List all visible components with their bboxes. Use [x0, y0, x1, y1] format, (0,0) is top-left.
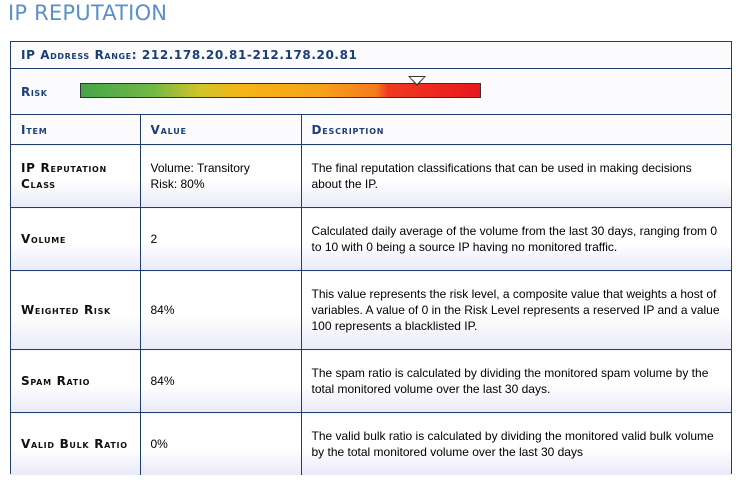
ip-address-range-label: IP Address Range:: [21, 48, 138, 62]
row-value: [140, 145, 301, 208]
header-description: Description: [301, 115, 731, 145]
row-value-line: 84%: [150, 374, 175, 388]
reputation-table: [11, 115, 731, 475]
row-value-line: Risk: 80%: [150, 177, 205, 191]
risk-marker-inner: [410, 77, 424, 84]
page-title: IP REPUTATION: [8, 1, 168, 25]
row-value: [140, 413, 301, 475]
row-description: The spam ratio is calculated by dividing the monitored spam volume by the total monitored volume over the last 30 days.: [301, 350, 731, 413]
row-item-label: Valid Bulk Ratio: [11, 413, 140, 475]
row-value-line: 0%: [150, 436, 168, 451]
risk-marker-icon: [408, 76, 426, 86]
row-item-label: Weighted Risk: [11, 271, 140, 350]
row-item-label: Volume: [11, 208, 140, 271]
row-value-line: Volume: Transitory: [150, 161, 250, 175]
row-value-line: 84%: [150, 303, 175, 317]
row-value-line: 2: [150, 232, 158, 246]
row-item-label: IP Reputation Class: [11, 145, 140, 208]
table-row: [11, 271, 731, 350]
table-row: [11, 350, 731, 413]
header-value: Value: [140, 115, 301, 145]
row-description: Calculated daily average of the volume from the last 30 days, ranging from 0 to 10 with 0 being a source IP having no monitored traffic.: [301, 208, 731, 271]
row-description: The valid bulk ratio is calculated by dividing the monitored valid bulk volume by the total monitored volume over the last 30 days: [301, 413, 731, 475]
row-value: [140, 350, 301, 413]
risk-row: [11, 69, 731, 115]
ip-range-separator: -: [246, 48, 253, 62]
ip-range-start: 212.178.20.81: [141, 48, 247, 62]
ip-range-end: 212.178.20.81: [252, 48, 358, 62]
table-header-row: [11, 115, 731, 145]
ip-reputation-panel: [10, 41, 732, 474]
ip-address-range-row: [11, 42, 731, 69]
table-row: [11, 208, 731, 271]
table-row: [11, 145, 731, 208]
row-value: [140, 208, 301, 271]
table-row: [11, 413, 731, 475]
row-description: This value represents the risk level, a composite value that weights a host of variables. A value of 0 in the Risk Level represents a reserved IP and a value 100 represents a blacklisted IP.: [301, 271, 731, 350]
row-item-label: Spam Ratio: [11, 350, 140, 413]
header-item: Item: [11, 115, 140, 145]
risk-label: Risk: [21, 85, 48, 99]
row-description: The final reputation classifications that can be used in making decisions about the IP.: [301, 145, 731, 208]
row-value: [140, 271, 301, 350]
